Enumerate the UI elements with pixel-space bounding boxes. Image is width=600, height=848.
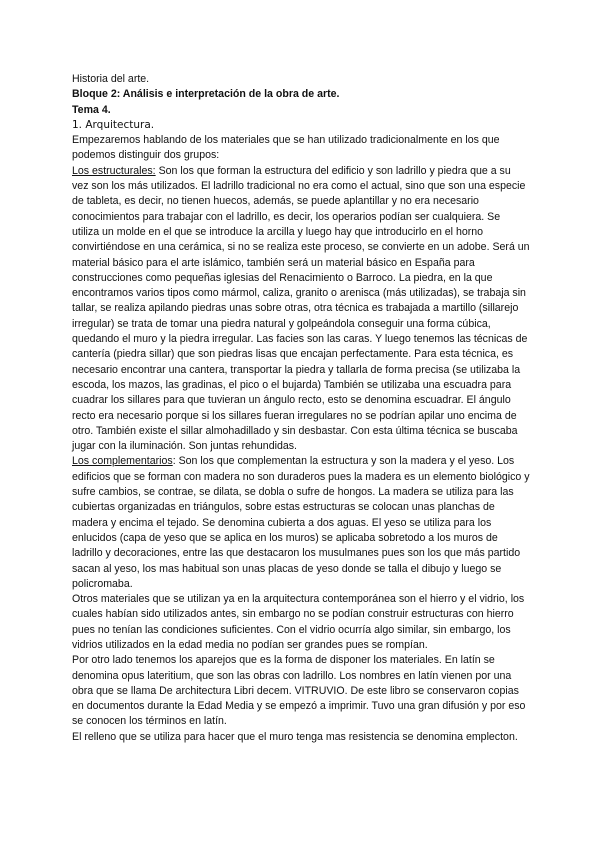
topic-heading: Tema 4. [72, 103, 111, 116]
block-heading: Bloque 2: Análisis e interpretación de la obra de arte. [72, 88, 340, 101]
section-heading: 1. Arquitectura. [72, 118, 155, 131]
structural-paragraph [72, 164, 530, 455]
complementary-paragraph [72, 454, 530, 592]
structural-term: Los estructurales: [72, 164, 156, 177]
structural-text: Son los que forman la estructura del edificio y son ladrillo y piedra que a su vez son los más utilizados. El ladrillo tradicional no era como el actual, sino que son una especie de tableta, es decir, no tienen huecos, además, se puede aplantillar y no era necesario conocimientos para trabajar con el ladrillo, es decir, los operarios podían ser cualquiera. Se utiliza un molde en el que se introduce la arcilla y luego hay que introducirlo en el horno convirtiéndose en una cerámica, si no se realiza este proceso, se convierte en un adobe. Será un material básico para el arte islámico, también será un material básico en España para construcciones como pequeñas iglesias del Renacimiento o Barroco. La piedra, en la que encontramos varios tipos como mármol, caliza, granito o arenisca (más utilizadas), se trabaja sin tallar, se realiza apilando piedras unas sobre otras, otra técnica es trabajada a martillo (sillarejo irregular) se trata de tomar una piedra natural y golpeándola conseguir una forma cúbica, quedando el muro y la piedra irregular. Las facies son las caras. Y luego tenemos las técnicas de cantería (piedra sillar) que son piedras lisas que encajan perfectamente. Para esta técnica, es necesario encontrar una cantera, transportar la piedra y tallarla de forma precisa (se utilizaba la escoda, los mazos, las gradinas, el pico o el bujarda) También se utilizaba una escuadra para cuadrar los sillares para que tuvieran un ángulo recto, esto se denomina escuadrar. El ángulo recto era necesario porque si los sillares fueran irregulares no se podrían apilar uno encima de otro. También existe el sillar almohadillado y sin desbastar. Con esta última técnica se buscaba jugar con la iluminación. Son juntas rehundidas. [72, 164, 530, 453]
aparejos-paragraph: Por otro lado tenemos los aparejos que es la forma de disponer los materiales. En latín se denomina opus lateritium, que son las obras con ladrillo. Los nombres en latín vienen por una obra que se llama De architectura Libri decem. VITRUVIO. De este libro se conservaron copias en documentos durante la Edad Media y se empezó a imprimir. Tuvo una gran difusión y por eso se conocen los términos en latín. [72, 654, 526, 728]
relleno-paragraph: El relleno que se utiliza para hacer que el muro tenga mas resistencia se denomina emplecton. [72, 730, 518, 743]
complementary-text: : Son los que complementan la estructura y son la madera y el yeso. Los edificios que se forman con madera no son duraderos pues la madera es un elemento biológico y sufre cambios, se contrae, se dilata, se dobla o sufre de hongos. La madera se utiliza para las cubiertas organizadas en triángulos, sobre estas estructuras se colocan unas planchas de madera y encima el tejado. Se denomina cubierta a dos aguas. El yeso se utiliza para los enlucidos (capa de yeso que se aplica en los muros) se aplicaba sobretodo a los muros de ladrillo y decoraciones, entre las que destacaron los musulmanes pues son los que más partido sacan al yeso, los mas habitual son unas placas de yeso donde se talla el dibujo y luego se policromaba. [72, 455, 530, 590]
complementary-term: Los complementarios [72, 455, 173, 468]
other-materials-paragraph: Otros materiales que se utilizan ya en la arquitectura contemporánea son el hierro y el vidrio, los cuales habían sido utilizados antes, sin embargo no se podían construir estructuras con hierro pues no tenían las condiciones suficientes. Con el vidrio ocurría algo similar, sin embargo, los vidrios utilizados en la edad media no podían ser grandes pues se rompían. [72, 593, 525, 651]
course-title: Historia del arte. [72, 73, 150, 85]
intro-paragraph: Empezaremos hablando de los materiales que se han utilizado tradicionalmente en los que podemos distinguir dos grupos: [72, 134, 500, 162]
